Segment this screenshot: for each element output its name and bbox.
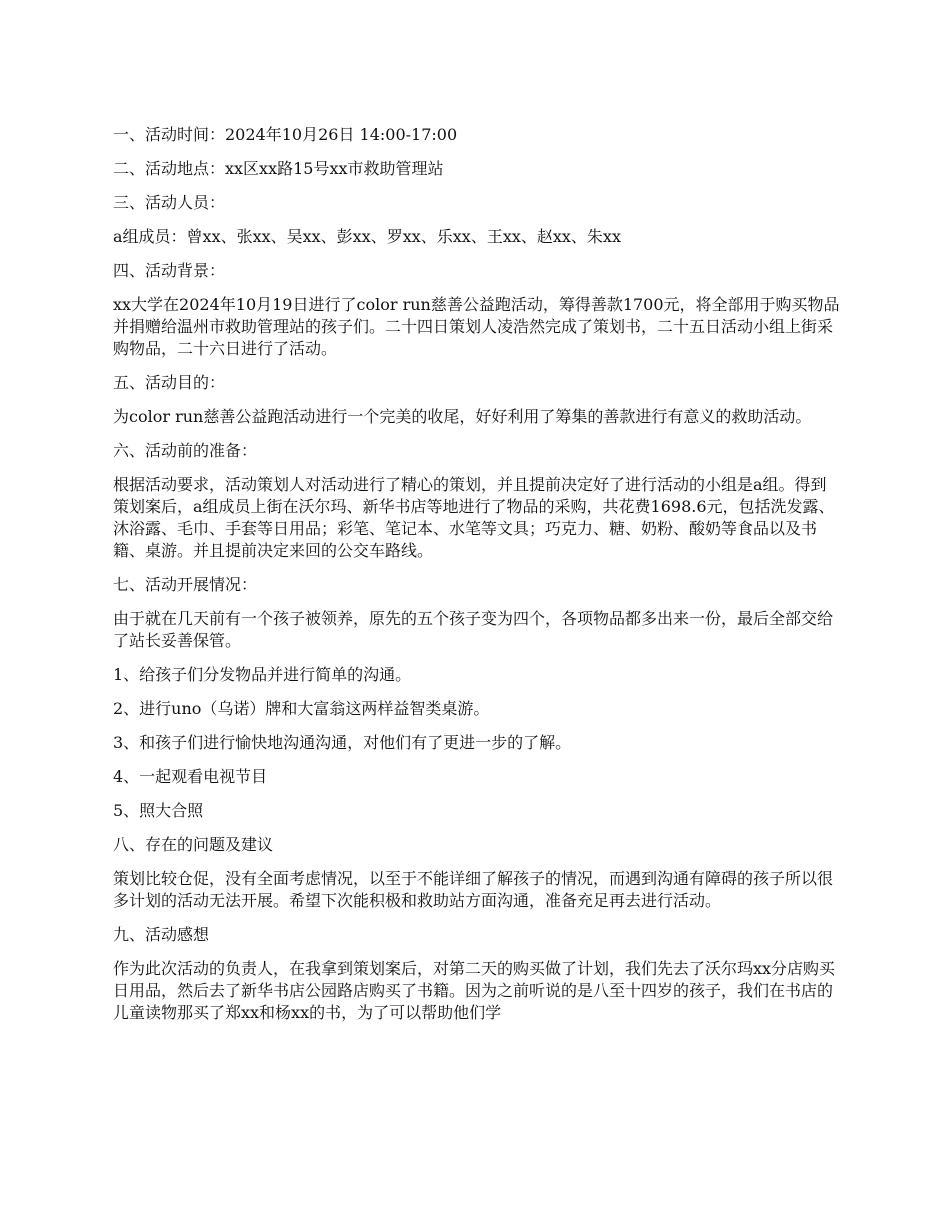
section-heading-progress: 七、活动开展情况： (113, 575, 258, 594)
progress-paragraph: 由于就在几天前有一个孩子被领养，原先的五个孩子变为四个，各项物品都多出来一份，最后全部交给了站长妥善保管。 (113, 609, 834, 650)
participants-list: a组成员：曾xx、张xx、吴xx、彭xx、罗xx、乐xx、王xx、赵xx、朱xx (113, 227, 621, 246)
section-heading-time: 一、活动时间：2024年10月26日 14:00-17:00 (113, 125, 458, 144)
section-heading-purpose: 五、活动目的： (113, 373, 226, 392)
issues-paragraph: 策划比较仓促，没有全面考虑情况，以至于不能详细了解孩子的情况，而遇到沟通有障碍的孩子所以很多计划的活动无法开展。希望下次能积极和救助站方面沟通，准备充足再去进行活动。 (113, 869, 834, 910)
purpose-paragraph: 为color run慈善公益跑活动进行一个完美的收尾，好好利用了筹集的善款进行有意义的救助活动。 (113, 407, 812, 426)
section-heading-reflection: 九、活动感想 (113, 925, 210, 944)
reflection-paragraph: 作为此次活动的负责人，在我拿到策划案后，对第二天的购买做了计划，我们先去了沃尔玛xx分店购买日用品，然后去了新华书店公园路店购买了书籍。因为之前听说的是八至十四岁的孩子，我们在书店的儿童读物那买了郑xx和杨xx的书，为了可以帮助他们学 (113, 959, 836, 1022)
section-heading-preparation: 六、活动前的准备： (113, 441, 258, 460)
document-body (113, 124, 840, 1036)
section-heading-participants: 三、活动人员： (113, 193, 226, 212)
background-paragraph: xx大学在2024年10月19日进行了color run慈善公益跑活动，筹得善款1700元，将全部用于购买物品并捐赠给温州市救助管理站的孩子们。二十四日策划人凌浩然完成了策划书，二十五日活动小组上街采购物品，二十六日进行了活动。 (113, 295, 840, 358)
section-heading-issues: 八、存在的问题及建议 (113, 835, 274, 854)
progress-item-2: 2、进行uno（乌诺）牌和大富翁这两样益智类桌游。 (113, 699, 490, 718)
section-heading-background: 四、活动背景： (113, 261, 226, 280)
preparation-paragraph: 根据活动要求，活动策划人对活动进行了精心的策划，并且提前决定好了进行活动的小组是a组。得到策划案后，a组成员上街在沃尔玛、新华书店等地进行了物品的采购，共花费1698.6元，包括洗发露、沐浴露、毛巾、手套等日用品；彩笔、笔记本、水笔等文具；巧克力、糖、奶粉、酸奶等食品以及书籍、桌游。并且提前决定来回的公交车路线。 (113, 475, 835, 560)
progress-item-5: 5、照大合照 (113, 801, 204, 820)
progress-item-3: 3、和孩子们进行愉快地沟通沟通，对他们有了更进一步的了解。 (113, 733, 572, 752)
section-heading-location: 二、活动地点：xx区xx路15号xx市救助管理站 (113, 159, 444, 178)
progress-item-1: 1、给孩子们分发物品并进行简单的沟通。 (113, 665, 412, 684)
progress-item-4: 4、一起观看电视节目 (113, 767, 268, 786)
